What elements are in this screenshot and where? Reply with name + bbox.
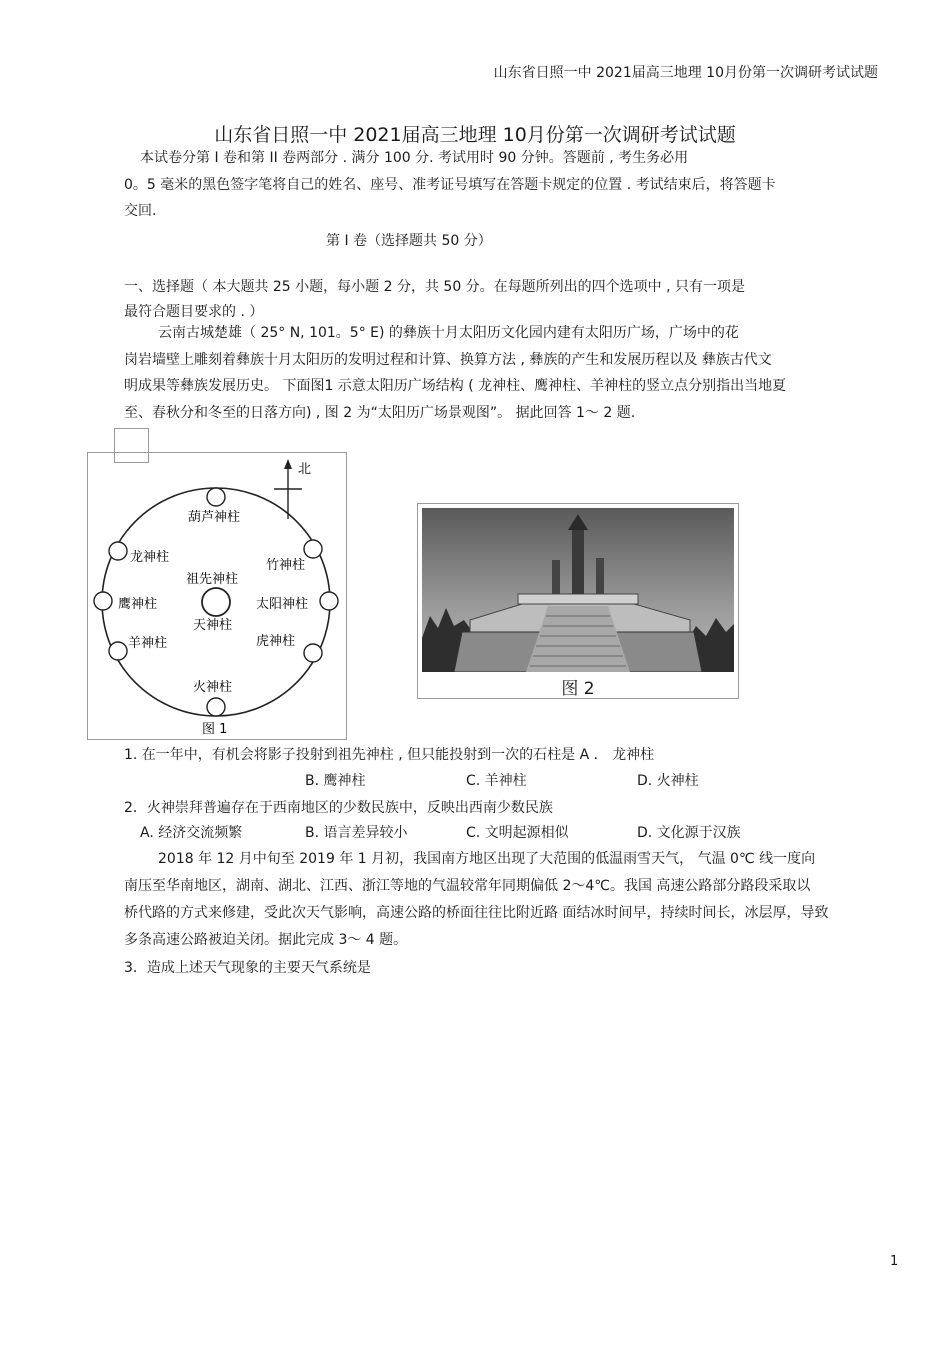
running-header: 山东省日照一中 2021届高三地理 10月份第一次调研考试试题 xyxy=(493,65,878,81)
q2-option-d: D. 文化源于汉族 xyxy=(637,825,741,841)
passage1-line-1: 云南古城楚雄（ 25° N, 101。5° E) 的彝族十月太阳历文化园内建有太阳历广场，广场中的花 xyxy=(158,325,739,341)
north-label: 北 xyxy=(298,462,312,477)
ying-pillar-marker xyxy=(94,592,112,610)
q1-option-b: B. 鹰神柱 xyxy=(305,773,366,789)
zuxian-pillar-marker xyxy=(202,588,230,616)
zhu-pillar-label: 竹神柱 xyxy=(266,558,306,573)
zuxian-pillar-label: 祖先神柱 xyxy=(186,572,239,587)
passage2-line-3: 桥代路的方式来修建，受此次天气影响，高速公路的桥面往往比附近路 面结冰时间早，持续时间长，冰层厚，导致 xyxy=(124,905,829,921)
section-one-line-2: 最符合题目要求的 . ） xyxy=(124,304,264,320)
figure2-frame xyxy=(417,503,739,699)
q2-option-b: B. 语言差异较小 xyxy=(305,825,408,841)
q1-option-d: D. 火神柱 xyxy=(637,773,699,789)
q2-option-c: C. 文明起源相似 xyxy=(466,825,569,841)
huo-pillar-marker xyxy=(207,698,225,716)
hu-pillar-marker xyxy=(304,644,322,662)
figure2-caption: 图 2 xyxy=(561,679,595,699)
section-heading: 第 I 卷（选择题共 50 分） xyxy=(326,233,492,249)
passage2-line-4: 多条高速公路被迫关闭。据此完成 3～ 4 题。 xyxy=(124,932,408,948)
long-pillar-label: 龙神柱 xyxy=(130,550,170,565)
q3-stem: 3．造成上述天气现象的主要天气系统是 xyxy=(124,960,371,976)
taiyang-pillar-marker xyxy=(320,592,338,610)
hu-pillar-label: 虎神柱 xyxy=(256,634,296,649)
hulu-pillar-label: 葫芦神柱 xyxy=(188,510,241,525)
ying-pillar-label: 鹰神柱 xyxy=(118,597,158,612)
yang-pillar-marker xyxy=(109,642,127,660)
q1-stem: 1. 在一年中，有机会将影子投射到祖先神柱 , 但只能投射到一次的石柱是 A ． 龙神柱 xyxy=(124,747,655,763)
figure1-diagram xyxy=(87,452,347,740)
section-one-line-1: 一、选择题（ 本大题共 25 小题，每小题 2 分，共 50 分。在每题所列出的四个选项中 , 只有一项是 xyxy=(124,279,746,295)
north-arrow-head xyxy=(284,459,292,469)
photo-right-pillar xyxy=(596,558,604,594)
passage1-line-4: 至、春秋分和冬至的日落方向) , 图 2 为“太阳历广场景观图”。 据此回答 1～ 2 题. xyxy=(124,405,636,421)
figure1-svg xyxy=(88,453,346,739)
q1-option-c: C. 羊神柱 xyxy=(466,773,527,789)
q2-stem: 2．火神崇拜普遍存在于西南地区的少数民族中，反映出西南少数民族 xyxy=(124,800,553,816)
figure1-caption: 图 1 xyxy=(202,722,228,737)
figure2-photo xyxy=(422,508,734,672)
huo-pillar-label: 火神柱 xyxy=(193,680,233,695)
intro-line-3: 交回. xyxy=(124,203,157,219)
yang-pillar-label: 羊神柱 xyxy=(128,636,168,651)
photo-left-pillar xyxy=(552,560,560,594)
long-pillar-marker xyxy=(109,542,127,560)
photo-rim xyxy=(518,594,638,604)
passage1-line-2: 岗岩墙壁上雕刻着彝族十月太阳历的发明过程和计算、换算方法 , 彝族的产生和发展历程以及 彝族古代文 xyxy=(124,352,772,368)
passage2-line-1: 2018 年 12 月中旬至 2019 年 1 月初，我国南方地区出现了大范围的低温雨雪天气， 气温 0℃ 线一度向 xyxy=(158,851,816,867)
page-title: 山东省日照一中 2021届高三地理 10月份第一次调研考试试题 xyxy=(214,124,736,146)
q2-option-a: A. 经济交流频繁 xyxy=(140,825,243,841)
hulu-pillar-marker xyxy=(207,488,225,506)
zhu-pillar-marker xyxy=(304,540,322,558)
intro-line-1: 本试卷分第 I 卷和第 II 卷两部分 . 满分 100 分. 考试用时 90 分钟。答题前 , 考生务必用 xyxy=(140,150,689,166)
passage2-line-2: 南压至华南地区，湖南、湖北、江西、浙江等地的气温较常年同期偏低 2～4℃。我国 高速公路部分路段采取以 xyxy=(124,878,811,894)
tian-pillar-label: 天神柱 xyxy=(193,618,233,633)
taiyang-pillar-label: 太阳神柱 xyxy=(256,597,309,612)
passage1-line-3: 明成果等彝族发展历史。 下面图1 示意太阳历广场结构 ( 龙神柱、鹰神柱、羊神柱的竖立点分别指出当地夏 xyxy=(124,378,787,394)
page-number: 1 xyxy=(890,1254,899,1269)
intro-line-2: 0。5 毫米的黑色签字笔将自己的姓名、座号、准考证号填写在答题卡规定的位置 . 考试结束后，将答题卡 xyxy=(124,177,776,193)
photo-central-pillar xyxy=(572,530,584,594)
